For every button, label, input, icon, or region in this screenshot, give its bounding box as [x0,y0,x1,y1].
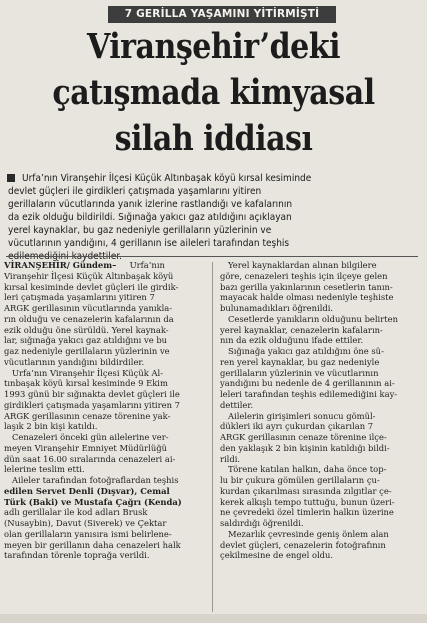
body-line: Törene katılan halkın, daha önce top- [228,464,387,475]
body-line: yandığını bu nedenle de 4 gerillanının ai- [220,378,395,389]
headline-line-2: çatışmada kimyasal [52,72,375,113]
spot-line: yerel kaynaklar, bu gaz nedeniyle gerillaların yüzlerinin ve [8,225,272,236]
body-line: bulunamadıkları öğrenildi. [220,303,334,313]
body-line: Cesetlerde yanıkların olduğunu belirten [228,313,398,324]
body-line: Sığınağa yakıcı gaz atıldığını öne sü- [228,346,384,356]
body-line: bazı gerilla yakınlarının cesetlerin tanın- [220,281,393,292]
body-line: gaz nedeniyle gerillaların yüzlerinin ve [4,346,170,356]
clipping-bottom-edge [0,614,427,623]
body-line: adlı gerillalar ile kod adları Brusk [4,507,148,518]
spot-line: gerillaların vücutlarında yanık izlerine rastlandığı ve kafalarının [8,199,293,210]
body-line: Mezarlık çevresinde geniş önlem alan [228,528,389,539]
body-line: ARGK gerillasının vücutlarında yanıkla- [4,303,173,313]
body-line: lar, sığınağa yakıcı gaz atıldığını ve bu [4,335,168,346]
body-line: leri çatışmada yaşamlarını yitiren 7 [4,292,155,303]
body-line: tınbaşak köyü kırsal kesiminde 9 Ekim [4,378,168,389]
body-line: den yaklaşık 2 bin kişinin katıldığı bildi- [220,442,390,453]
body-line: dükleri iki ayrı çukurdan çıkarılan 7 [220,421,374,432]
body-line: ren yerel kaynaklar, bu gaz nedeniyle [220,356,380,367]
section-rule [6,256,418,257]
spot-line: devlet güçleri ile girdikleri çatışmada yaşamlarını yitiren [8,186,262,197]
body-line: lelerine teslim etti. [4,464,85,475]
headline [0,24,427,162]
body-line: dettiler. [220,399,254,410]
dateline-row [4,260,207,271]
article-column-right [220,260,420,561]
body-line: saldırdığı öğrenildi. [220,518,304,528]
headline-line-3: silah iddiası [114,118,313,159]
body-line: Ailelerin girişimleri sonucu gömül- [228,410,376,421]
dateline: VİRANŞEHİR/ Gündem– [4,260,117,270]
body-line: Aileler tarafından fotoğraflardan teşhis [12,475,179,485]
headline-line-1: Viranşehir’deki [86,26,341,67]
body-line: kurdan çıkarılması sırasında zılgıtlar çe- [220,485,392,496]
body-line: Yerel kaynaklardan alınan bilgilere [228,260,377,270]
spot-line: vücutlarının yandığını, 4 gerillanın ise aileleri tarafından teşhis [8,238,290,249]
article-column-left [4,260,207,561]
body-line: rildi. [220,453,241,464]
body-line: ARGK gerillasının cenaze törenine yak- [4,410,171,421]
body-line: laşık 2 bin kişi katıldı. [4,421,98,432]
body-line: girdikleri çatışmada yaşamlarını yitiren 7 [4,399,180,410]
body-line: ne çevredeki özel timlerin halkın üzerine [220,507,394,518]
body-line: edilen Servet Denli (Dışvar), Cemal [4,485,170,496]
body-line: 1993 günü bir sığınakta devlet güçleri ile [4,389,180,399]
body-line: mayacak halde olması nedeniyle teşhiste [220,292,394,303]
body-line: tarafından törenle toprağa verildi. [4,550,150,561]
body-line: meyen Viranşehir Emniyet Müdürlüğü [4,442,168,453]
square-bullet-icon [7,174,15,182]
body-line: gerillaların yüzlerinin ve vücutlarının [220,367,379,378]
spot-line: da ezik olduğu bildirildi. Sığınağa yakıcı gaz atıldığını açıklayan [8,212,292,223]
body-line: yerel kaynaklar, cenazelerin kafaların- [220,324,383,335]
body-line: leleri tarafından teşhis edilemediğini kay- [220,389,398,399]
body-line: Cenazeleri önceki gün ailelerine ver- [12,432,169,442]
body-line: Viranşehir İlçesi Küçük Altınbaşak köyü [4,270,174,281]
body-line: Urfa’nın Viranşehir İlçesi Küçük Al- [12,367,164,378]
body-line: kerek alkışlı tempo tuttuğu, bunun üzeri- [220,496,395,507]
body-line: rın olduğu ve cenazelerin kafalarının da [4,313,174,324]
body-line: göre, cenazeleri teşhis için ilçeye gelen [220,270,388,281]
body-line: dün saat 16.00 sıralarında cenazeleri ai- [4,453,176,464]
body-line: nın da ezik olduğunu ifade ettiler. [220,335,364,346]
body-line: (Nusaybin), Davut (Siverek) ve Çektar [4,518,167,528]
body-line: kırsal kesiminde devlet güçleri ile girdik- [4,281,179,292]
body-line: lu bir çukura gömülen gerillaların çu- [220,475,380,485]
body-line: Türk (Baki) ve Mustafa Çağrı (Kenda) [4,496,182,507]
body-line: ezik olduğu öne sürüldü. Yerel kaynak- [4,324,169,335]
body-line: olan gerillaların yanısıra ismi belirlene- [4,528,172,539]
body-line: Urfa’nın [129,260,165,270]
body-line: ARGK gerillasının cenaze törenine ilçe- [220,432,387,442]
body-line: meyen bir gerillanın daha cenazeleri halk [4,539,181,550]
body-line: devlet güçleri, cenazelerin fotoğrafının [220,539,386,550]
column-divider [212,262,213,612]
body-line: vücutlarının yandığını bildirdiler. [4,356,145,367]
kicker-banner: 7 GERİLLA YAŞAMINI YİTİRMİŞTİ [108,6,336,23]
spot-line: Urfa’nın Viranşehir İlçesi Küçük Altınbaşak köyü kırsal kesiminde [22,173,312,184]
body-line: çekilmesine de engel oldu. [220,550,334,561]
spot-summary [0,172,427,256]
